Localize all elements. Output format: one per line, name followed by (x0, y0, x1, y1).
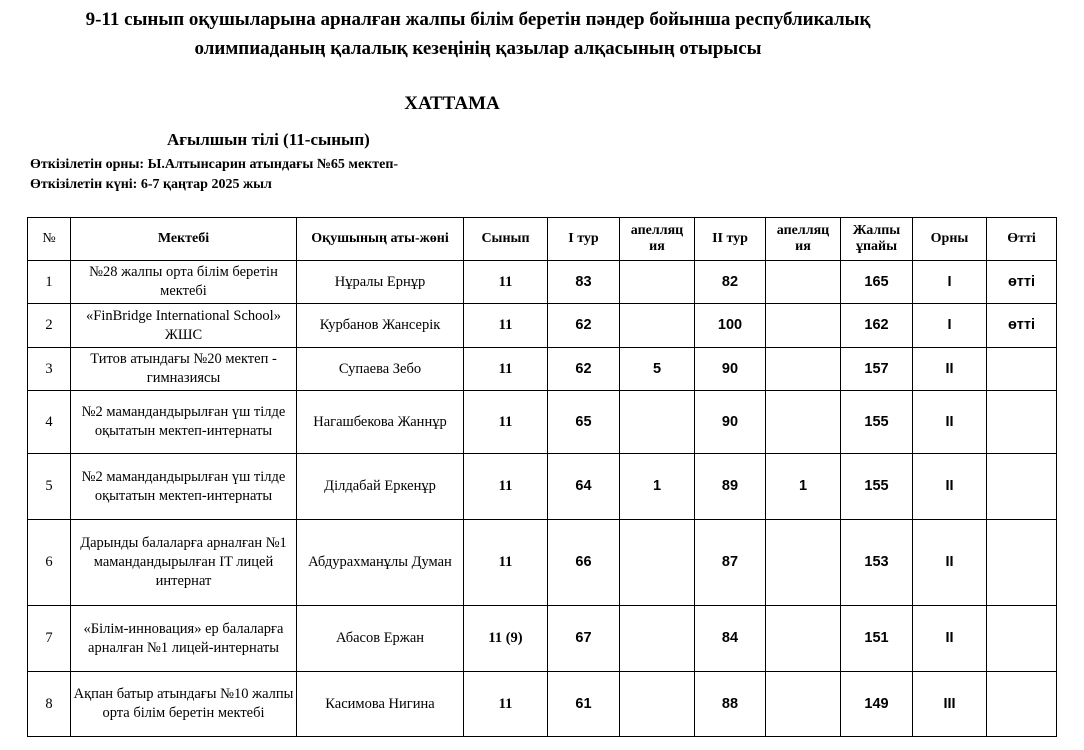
cell-school: Титов атындағы №20 мектеп - гимназиясы (71, 348, 297, 391)
cell-round1: 62 (548, 348, 620, 391)
cell-place: ІІ (913, 391, 987, 454)
cell-total: 162 (841, 304, 913, 348)
cell-number: 7 (28, 606, 71, 672)
cell-student: Супаева Зебо (297, 348, 464, 391)
cell-student: Абасов Ержан (297, 606, 464, 672)
col-header-number: № (28, 218, 71, 261)
cell-passed (987, 348, 1057, 391)
heading-line-2: олимпиаданың қалалық кезеңінің қазылар алқасының отырысы (194, 38, 762, 59)
cell-appeal1 (620, 520, 695, 606)
cell-round1: 62 (548, 304, 620, 348)
cell-appeal1 (620, 606, 695, 672)
cell-student: Курбанов Жансерік (297, 304, 464, 348)
col-header-total: Жалпы ұпайы (841, 218, 913, 261)
table-row (28, 606, 1057, 672)
table-row (28, 520, 1057, 606)
cell-round1: 67 (548, 606, 620, 672)
col-header-student: Оқушының аты-жөні (297, 218, 464, 261)
cell-total: 155 (841, 454, 913, 520)
cell-place: І (913, 261, 987, 304)
cell-total: 149 (841, 672, 913, 737)
cell-round1: 61 (548, 672, 620, 737)
cell-round1: 65 (548, 391, 620, 454)
cell-student: Ділдабай Еркенұр (297, 454, 464, 520)
venue-line: Өткізілетін орны: Ы.Алтынсарин атындағы №65 мектеп- (30, 157, 399, 172)
col-header-passed: Өтті (987, 218, 1057, 261)
cell-place: ІІ (913, 454, 987, 520)
cell-round1: 66 (548, 520, 620, 606)
table-row (28, 454, 1057, 520)
cell-number: 4 (28, 391, 71, 454)
cell-round2: 90 (695, 391, 766, 454)
cell-appeal1 (620, 672, 695, 737)
cell-number: 8 (28, 672, 71, 737)
col-header-round2: ІІ тур (695, 218, 766, 261)
col-header-school: Мектебі (71, 218, 297, 261)
cell-school: «Білім-инновация» ер балаларға арналған №1 лицей-интернаты (71, 606, 297, 672)
cell-school: Ақпан батыр атындағы №10 жалпы орта білім беретін мектебі (71, 672, 297, 737)
cell-school: Дарынды балаларға арналған №1 мамандандырылған IT лицей интернат (71, 520, 297, 606)
cell-round2: 87 (695, 520, 766, 606)
cell-grade: 11 (464, 672, 548, 737)
cell-grade: 11 (464, 261, 548, 304)
cell-appeal2 (766, 391, 841, 454)
cell-round2: 89 (695, 454, 766, 520)
cell-appeal1: 1 (620, 454, 695, 520)
cell-grade: 11 (464, 348, 548, 391)
cell-appeal1 (620, 304, 695, 348)
cell-number: 6 (28, 520, 71, 606)
results-table (27, 217, 1057, 737)
cell-total: 165 (841, 261, 913, 304)
cell-grade: 11 (464, 454, 548, 520)
cell-place: ІІ (913, 348, 987, 391)
cell-school: №2 мамандандырылған үш тілде оқытатын мектеп-интернаты (71, 454, 297, 520)
cell-appeal2 (766, 672, 841, 737)
cell-round1: 83 (548, 261, 620, 304)
table-row (28, 348, 1057, 391)
col-header-grade: Сынып (464, 218, 548, 261)
cell-school: №28 жалпы орта білім беретін мектебі (71, 261, 297, 304)
cell-appeal2 (766, 304, 841, 348)
cell-appeal2 (766, 261, 841, 304)
cell-place: І (913, 304, 987, 348)
table-row (28, 672, 1057, 737)
heading-line-1: 9-11 сынып оқушыларына арналған жалпы білім беретін пәндер бойынша республикалық (85, 9, 871, 30)
cell-total: 151 (841, 606, 913, 672)
cell-student: Касимова Нигина (297, 672, 464, 737)
cell-passed (987, 454, 1057, 520)
cell-student: Абдурахманұлы Думан (297, 520, 464, 606)
cell-round2: 84 (695, 606, 766, 672)
cell-total: 155 (841, 391, 913, 454)
table-header-row (28, 218, 1057, 261)
cell-appeal2 (766, 348, 841, 391)
cell-school: «FinBridge International School» ЖШС (71, 304, 297, 348)
cell-round1: 64 (548, 454, 620, 520)
cell-round2: 88 (695, 672, 766, 737)
col-header-appeal2: апелляц ия (766, 218, 841, 261)
table-row (28, 261, 1057, 304)
cell-grade: 11 (9) (464, 606, 548, 672)
cell-total: 157 (841, 348, 913, 391)
cell-number: 1 (28, 261, 71, 304)
col-header-appeal1: апелляц ия (620, 218, 695, 261)
cell-place: ІІ (913, 520, 987, 606)
cell-grade: 11 (464, 304, 548, 348)
table-row (28, 304, 1057, 348)
cell-grade: 11 (464, 520, 548, 606)
cell-round2: 90 (695, 348, 766, 391)
cell-passed (987, 606, 1057, 672)
cell-number: 5 (28, 454, 71, 520)
cell-student: Нұралы Ернұр (297, 261, 464, 304)
col-header-round1: І тур (548, 218, 620, 261)
col-header-place: Орны (913, 218, 987, 261)
document-title: ХАТТАМА (404, 93, 500, 114)
cell-passed: өтті (987, 304, 1057, 348)
subject-title: Ағылшын тілі (11-сынып) (167, 130, 370, 149)
cell-place: ІІ (913, 606, 987, 672)
cell-round2: 100 (695, 304, 766, 348)
cell-total: 153 (841, 520, 913, 606)
cell-grade: 11 (464, 391, 548, 454)
cell-number: 3 (28, 348, 71, 391)
cell-passed (987, 672, 1057, 737)
cell-appeal2 (766, 520, 841, 606)
cell-passed (987, 520, 1057, 606)
cell-student: Нагашбекова Жаннұр (297, 391, 464, 454)
table-row (28, 391, 1057, 454)
cell-appeal2 (766, 606, 841, 672)
cell-passed: өтті (987, 261, 1057, 304)
cell-number: 2 (28, 304, 71, 348)
cell-place: ІІІ (913, 672, 987, 737)
cell-passed (987, 391, 1057, 454)
cell-round2: 82 (695, 261, 766, 304)
date-line: Өткізілетін күні: 6-7 қаңтар 2025 жыл (30, 177, 272, 192)
cell-school: №2 мамандандырылған үш тілде оқытатын мектеп-интернаты (71, 391, 297, 454)
cell-appeal2: 1 (766, 454, 841, 520)
cell-appeal1: 5 (620, 348, 695, 391)
cell-appeal1 (620, 261, 695, 304)
cell-appeal1 (620, 391, 695, 454)
